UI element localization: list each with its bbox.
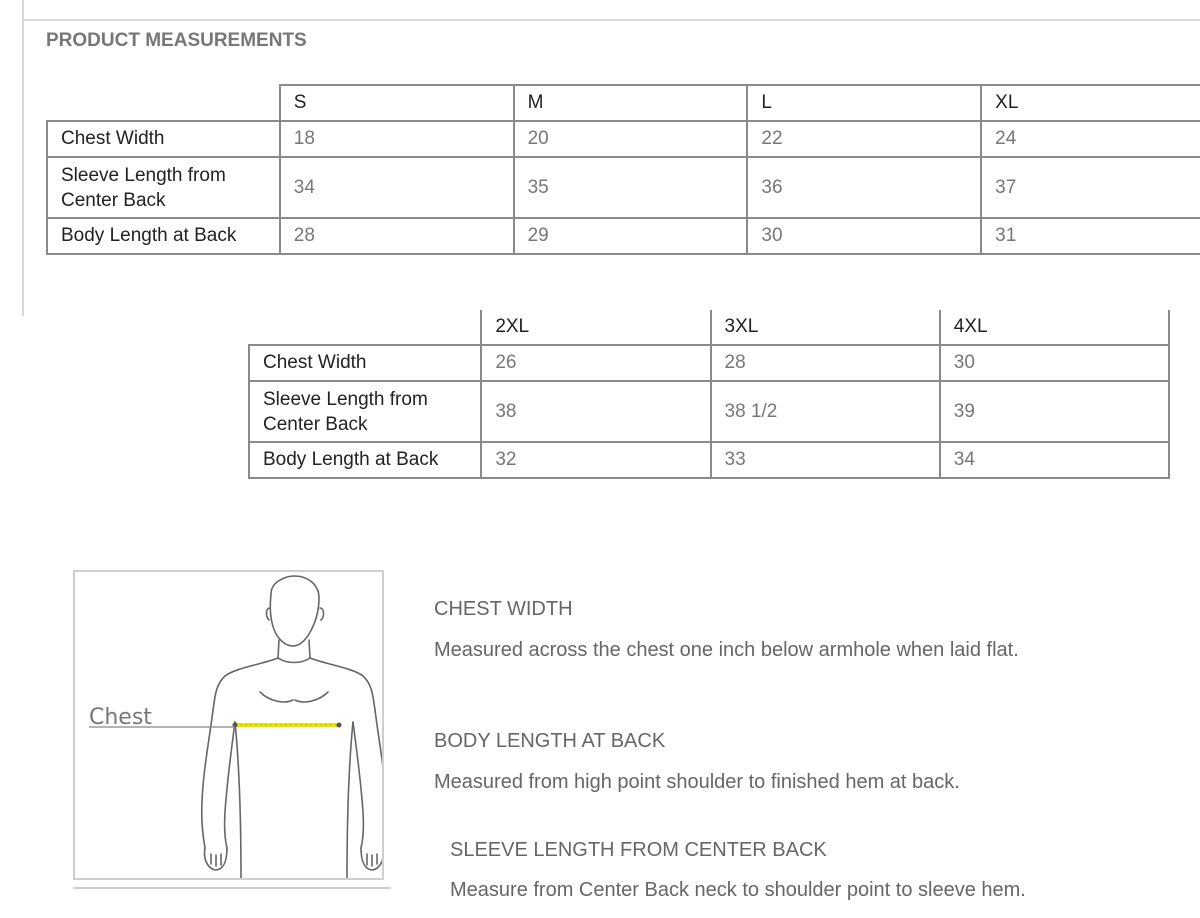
table-row <box>249 381 1169 442</box>
table-cell: 28 <box>280 218 514 254</box>
table-cell: 28 <box>711 345 940 381</box>
table-cell: 24 <box>981 121 1200 157</box>
chest-width-description: Measured across the chest one inch below armhole when laid flat. <box>434 639 1019 661</box>
table-header-row <box>249 310 1169 345</box>
table-cell: 35 <box>514 157 748 218</box>
row-label <box>249 381 481 442</box>
figure-divider <box>73 887 391 889</box>
table-cell: 18 <box>280 121 514 157</box>
left-divider <box>22 0 24 316</box>
table-cell: 26 <box>481 345 710 381</box>
section-title: PRODUCT MEASUREMENTS <box>46 30 307 51</box>
table-cell: 39 <box>940 381 1169 442</box>
header-corner <box>47 85 280 121</box>
table-cell: 34 <box>280 157 514 218</box>
body-length-description: Measured from high point shoulder to finished hem at back. <box>434 771 960 793</box>
size-header: L <box>747 85 981 121</box>
table-row <box>47 157 1200 218</box>
table-cell: 36 <box>747 157 981 218</box>
top-divider <box>22 19 1200 21</box>
size-header: S <box>280 85 514 121</box>
measurement-figure <box>73 570 384 880</box>
table-cell: 22 <box>747 121 981 157</box>
table-cell: 34 <box>940 442 1169 478</box>
chest-label: Chest <box>89 705 152 730</box>
chest-width-heading: CHEST WIDTH <box>434 598 573 620</box>
table-cell: 29 <box>514 218 748 254</box>
table-header-row <box>47 85 1200 121</box>
size-header: 4XL <box>940 310 1169 345</box>
row-label-line: Sleeve Length from <box>263 388 428 410</box>
row-label-line: Sleeve Length from <box>61 164 226 186</box>
row-label <box>47 157 280 218</box>
table-cell: 38 <box>481 381 710 442</box>
table-cell: 31 <box>981 218 1200 254</box>
size-header: 2XL <box>481 310 710 345</box>
table-row <box>249 345 1169 381</box>
size-header: 3XL <box>711 310 940 345</box>
measurements-table-extended <box>248 310 1170 479</box>
table-row <box>47 218 1200 254</box>
table-cell: 30 <box>940 345 1169 381</box>
header-corner <box>249 310 481 345</box>
row-label: Body Length at Back <box>47 218 280 254</box>
row-label: Chest Width <box>47 121 280 157</box>
size-header: XL <box>981 85 1200 121</box>
row-label: Chest Width <box>249 345 481 381</box>
table-cell: 32 <box>481 442 710 478</box>
table-cell: 30 <box>747 218 981 254</box>
table-row <box>47 121 1200 157</box>
body-length-heading: BODY LENGTH AT BACK <box>434 730 666 752</box>
row-label-line: Center Back <box>61 189 166 211</box>
table-cell: 37 <box>981 157 1200 218</box>
table-cell: 20 <box>514 121 748 157</box>
table-cell: 33 <box>711 442 940 478</box>
body-outline-illustration <box>75 572 382 878</box>
table-row <box>249 442 1169 478</box>
size-header: M <box>514 85 748 121</box>
measurements-table-regular <box>46 84 1200 255</box>
sleeve-length-description: Measure from Center Back neck to shoulder point to sleeve hem. <box>450 879 1026 901</box>
sleeve-length-heading: SLEEVE LENGTH FROM CENTER BACK <box>450 839 827 861</box>
row-label: Body Length at Back <box>249 442 481 478</box>
table-cell: 38 1/2 <box>711 381 940 442</box>
row-label-line: Center Back <box>263 413 368 435</box>
